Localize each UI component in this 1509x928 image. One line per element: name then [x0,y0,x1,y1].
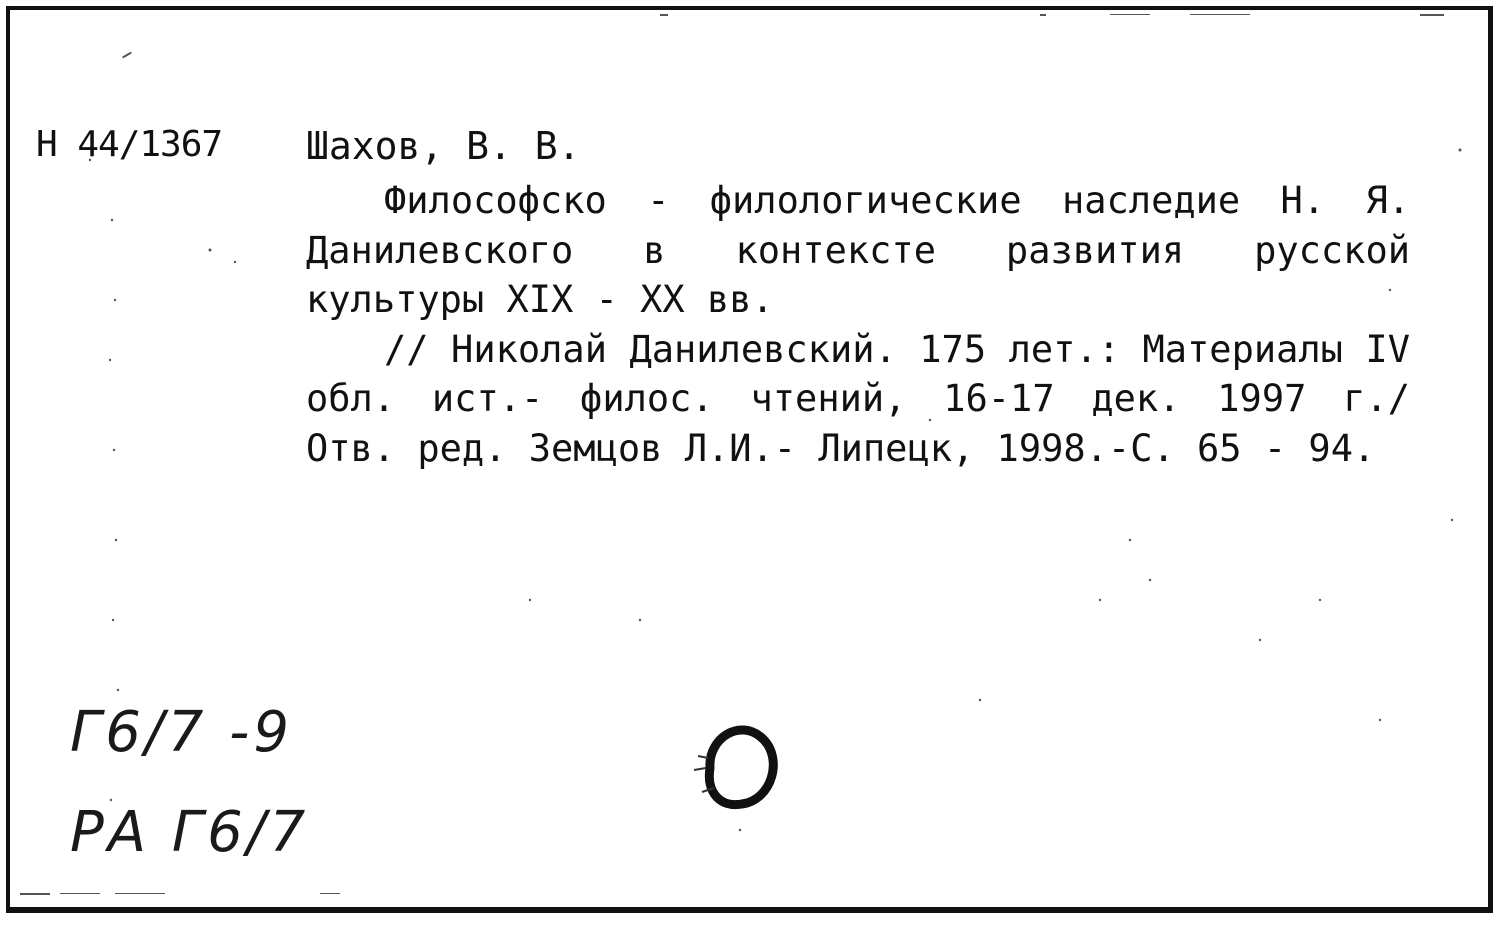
handwritten-shelfmark: Г6/7 -9 [70,700,293,765]
circle-stamp-icon [680,708,800,818]
title-paragraph: Философско - филологические наследие Н. Я. Данилевского в контексте развития русской культуры XIX - XX вв. [306,179,1410,321]
call-number: Н 44/1367 [36,124,223,165]
source-paragraph: // Николай Данилевский. 175 лет.: Материалы IV обл. ист.- филос. чтений, 16-17 дек. 1997 г./ Отв. ред. Земцов Л.И.- Липецк, 1998.-С. 65 - 94. [306,327,1410,470]
bibliographic-description [306,176,1410,473]
handwritten-shelfmark-secondary: РА Г6/7 [70,800,310,865]
author-heading: Шахов, В. В. [306,124,581,168]
